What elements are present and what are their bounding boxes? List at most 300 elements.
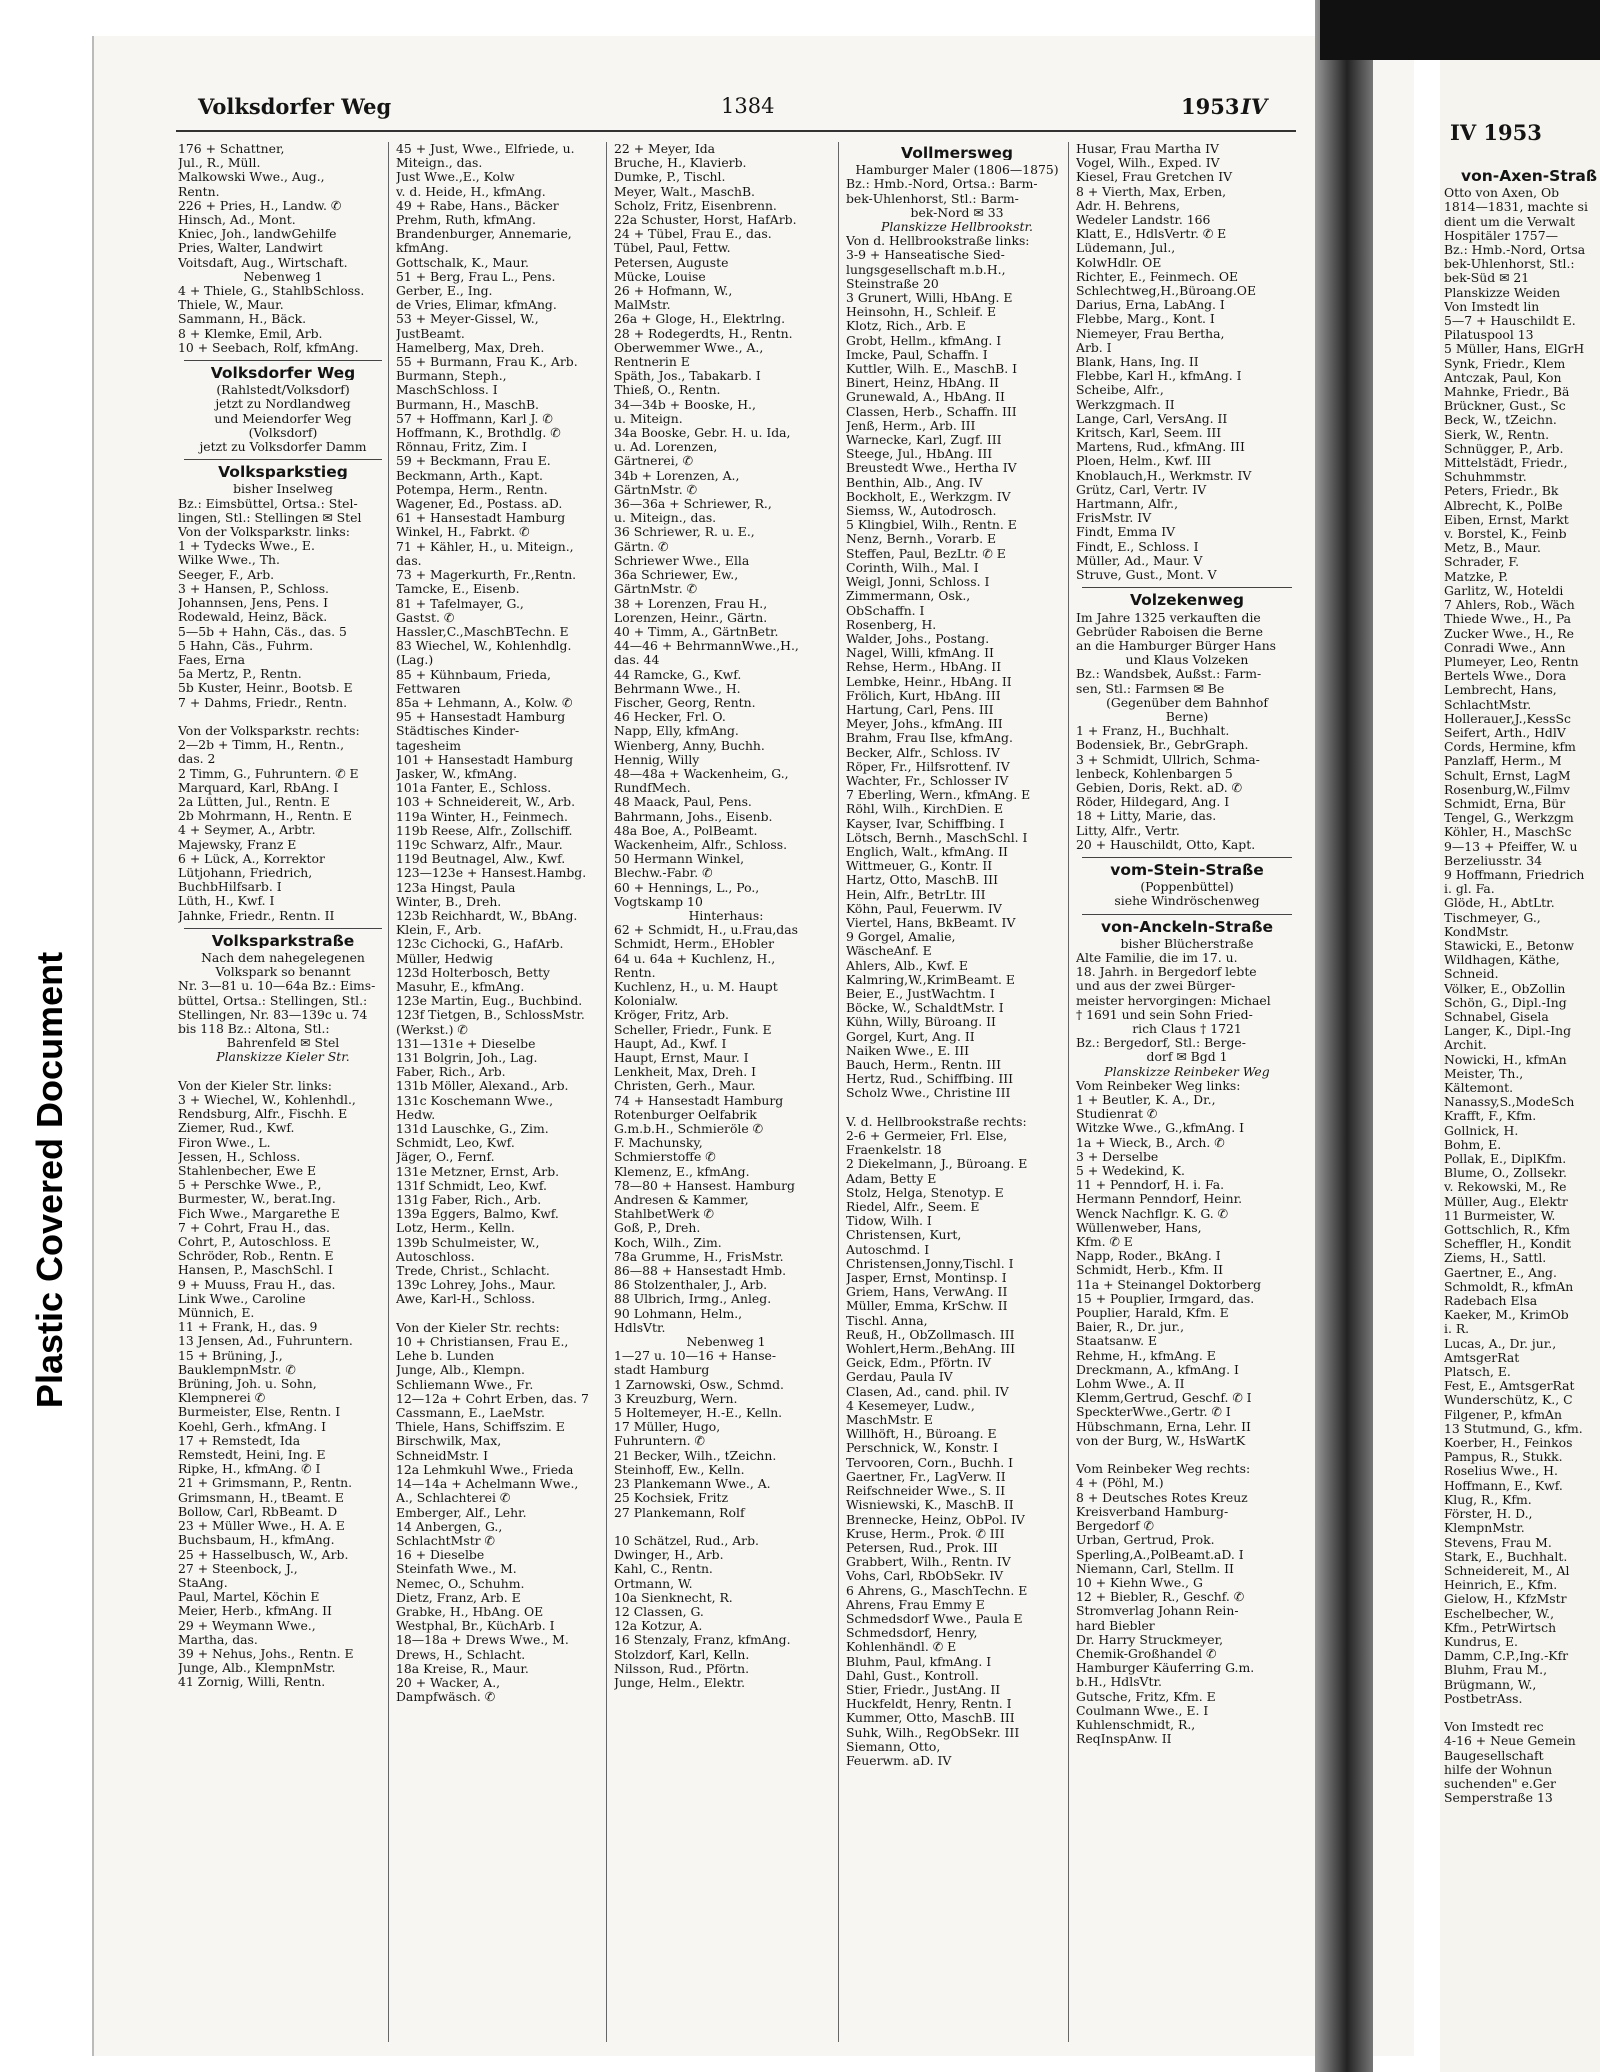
next-page-line: Semperstraße 13: [1444, 1791, 1553, 1806]
directory-line: 11 + Penndorf, H. i. Fa.: [1076, 1178, 1225, 1193]
directory-line: Münnich, E.: [178, 1306, 255, 1321]
directory-line: lungsgesellschaft m.b.H.,: [846, 262, 1006, 277]
directory-line: Burmeister, Else, Rentn. I: [178, 1405, 341, 1420]
directory-line: Voitsdaft, Aug., Wirtschaft.: [178, 255, 348, 270]
directory-line: 7 + Cohrt, Frau H., das.: [178, 1220, 330, 1235]
directory-line: Jahnke, Friedr., Rentn. II: [178, 908, 335, 923]
next-page-heading: von-Axen-Straß: [1460, 169, 1598, 184]
next-page-line: Schult, Ernst, LagM: [1444, 768, 1571, 783]
directory-line: Rehse, Herm., HbAng. II: [846, 660, 1002, 675]
directory-line: MaschSchloss. I: [396, 383, 498, 398]
directory-line: Scholz, Fritz, Eisenbrenn.: [614, 198, 777, 213]
directory-line: 5a Mertz, P., Rentn.: [178, 667, 302, 682]
directory-line: 57 + Hoffmann, Karl J. ✆: [396, 411, 553, 426]
directory-line: Stolz, Helga, Stenotyp. E: [846, 1185, 1004, 1200]
next-page-line: Klug, R., Kfm.: [1444, 1492, 1532, 1507]
directory-line: 9 Gorgel, Amalie,: [846, 930, 956, 945]
directory-line: Koehl, Gerh., kfmAng. I: [178, 1419, 326, 1434]
directory-line: 23 + Müller Wwe., H. A. E: [178, 1519, 345, 1534]
directory-line: u. Miteign.: [614, 411, 683, 426]
directory-line: Gebien, Doris, Rekt. aD. ✆: [1076, 780, 1242, 795]
directory-line: Kruse, Herm., Prok. ✆ III: [846, 1526, 1005, 1541]
directory-line: 48 Maack, Paul, Pens.: [614, 795, 752, 810]
directory-line: F. Machunsky,: [614, 1136, 703, 1151]
directory-line: Lehe b. Lunden: [396, 1349, 495, 1364]
next-page-column: [1444, 165, 1600, 1805]
directory-line: Rentn.: [614, 965, 656, 980]
directory-line: Benthin, Alb., Ang. IV: [846, 475, 983, 490]
next-page-line: Hoffmann, E., Kwf.: [1444, 1478, 1563, 1493]
next-page-line: Blume, O., Zollsekr.: [1444, 1166, 1567, 1181]
directory-line: Jul., R., Müll.: [178, 156, 261, 171]
directory-line: Griem, Hans, VerwAng. II: [846, 1285, 1008, 1300]
directory-line: 18—18a + Drews Wwe., M.: [396, 1633, 569, 1648]
next-page-line: Eschelbecher, W.,: [1444, 1606, 1555, 1621]
directory-line: Findt, Emma IV: [1076, 525, 1176, 540]
directory-line: 10 + Christiansen, Frau E.,: [396, 1335, 569, 1350]
directory-line: ObSchaffn. I: [846, 603, 925, 618]
directory-line: 131e Metzner, Ernst, Arb.: [396, 1164, 560, 1179]
directory-line: Nagel, Willi, kfmAng. II: [846, 646, 994, 661]
directory-line: WäscheAnf. E: [846, 944, 932, 959]
directory-line: Dreckmann, A., kfmAng. I: [1076, 1362, 1239, 1377]
directory-line: Malkowski Wwe., Aug.,: [178, 170, 325, 185]
directory-line: Nenz, Bernh., Vorarb. E: [846, 532, 997, 547]
directory-line: 15 + Pouplier, Irmgard, das.: [1076, 1291, 1255, 1306]
directory-line: Brahm, Frau Ilse, kfmAng.: [846, 731, 1013, 746]
directory-line: 119d Beutnagel, Alw., Kwf.: [396, 852, 566, 867]
directory-line: 5b Kuster, Heinr., Bootsb. E: [178, 681, 353, 696]
directory-line: HdlsVtr.: [614, 1320, 666, 1335]
directory-line: Grabke, H., HbAng. OE: [396, 1604, 544, 1619]
directory-line: 139b Schulmeister, W.,: [396, 1235, 540, 1250]
directory-line: Nebenweg 1: [243, 269, 323, 284]
directory-line: 8 + Vierth, Max, Erben,: [1076, 184, 1227, 199]
directory-line: 50 Hermann Winkel,: [614, 852, 745, 867]
directory-line: Rotenburger Oelfabrik: [614, 1107, 757, 1122]
directory-line: Meyer, Johs., kfmAng. III: [846, 717, 1003, 732]
street-heading: Vollmersweg: [901, 146, 1013, 161]
directory-line: 86 Stolzenthaler, J., Arb.: [614, 1278, 768, 1293]
directory-line: Reuß, H., ObZollmasch. III: [846, 1327, 1015, 1342]
directory-line: Lüdemann, Jul.,: [1076, 241, 1176, 256]
directory-line: 16 Stenzaly, Franz, kfmAng.: [614, 1633, 791, 1648]
directory-line: 45 + Just, Wwe., Elfriede, u.: [396, 142, 575, 156]
directory-line: 85 + Kühnbaum, Frieda,: [396, 667, 551, 682]
next-page-line: Platsch, E.: [1444, 1365, 1511, 1380]
directory-line: 11a + Steinangel Doktorberg: [1076, 1277, 1262, 1292]
directory-line: Ortmann, W.: [614, 1576, 693, 1591]
next-page-line: Bluhm, Frau M.,: [1444, 1663, 1548, 1678]
directory-line: FrisMstr. IV: [1076, 511, 1152, 526]
directory-line: Fettwaren: [396, 681, 461, 696]
directory-line: StaAng.: [178, 1575, 228, 1590]
directory-line: Grimsmann, H., tBeamt. E: [178, 1490, 344, 1505]
directory-line: Schmedsdorf Wwe., Paula E: [846, 1611, 1023, 1626]
directory-line: 46 Hecker, Frl. O.: [614, 710, 726, 725]
directory-line: SchneidMstr. I: [396, 1448, 488, 1463]
directory-line: Brennecke, Heinz, ObPol. IV: [846, 1512, 1025, 1527]
directory-line: Miteign., das.: [396, 156, 483, 171]
next-page-line: Baugesellschaft: [1444, 1748, 1544, 1763]
directory-line: 101a Fanter, E., Schloss.: [396, 781, 552, 796]
next-page-line: Bertels Wwe., Dora: [1444, 669, 1567, 684]
directory-line: Müller, Hedwig: [396, 951, 493, 966]
next-page-line: Schneid.: [1444, 967, 1499, 982]
directory-line: Pouplier, Harald, Kfm. E: [1076, 1306, 1229, 1321]
next-page-line: Brügmann, W.,: [1444, 1677, 1537, 1692]
directory-line: Bluhm, Paul, kfmAng. I: [846, 1654, 992, 1669]
directory-line: Junge, Alb., KlempnMstr.: [178, 1661, 336, 1676]
directory-line: 36 Schriewer, R. u. E.,: [614, 525, 755, 540]
directory-line: Emberger, Alf., Lehr.: [396, 1505, 527, 1520]
directory-line: (Rahlstedt/Volksdorf): [216, 383, 350, 398]
directory-line: Kummer, Otto, MaschB. III: [846, 1711, 1015, 1726]
directory-line: v. d. Heide, H., kfmAng.: [396, 184, 546, 199]
directory-line: Tervooren, Corn., Buchh. I: [846, 1455, 1014, 1470]
directory-line: Ripke, H., kfmAng. ✆ I: [178, 1462, 321, 1477]
directory-line: Remstedt, Heini, Ing. E: [178, 1448, 326, 1463]
directory-line: Findt, E., Schloss. I: [1076, 539, 1199, 554]
directory-line: 18a Kreise, R., Maur.: [396, 1661, 529, 1676]
directory-line: Lütjohann, Friedrich,: [178, 865, 313, 880]
directory-line: Steinhoff, Ew., Kelln.: [614, 1462, 745, 1477]
next-page-line: Scheffler, H., Kondit: [1444, 1237, 1572, 1252]
directory-line: 131b Möller, Alexand., Arb.: [396, 1079, 569, 1094]
directory-line: Wackenheim, Alfr., Schloss.: [614, 837, 788, 852]
directory-line: Bz.: Hmb.-Nord, Ortsa.: Barm-: [846, 177, 1038, 192]
directory-line: Klatt, E., HdlsVertr. ✆ E: [1076, 227, 1227, 242]
directory-line: Röhl, Wilh., KirchDien. E: [846, 802, 1004, 817]
directory-line: 78a Grumme, H., FrisMstr.: [614, 1249, 784, 1264]
directory-line: Kreisverband Hamburg-: [1076, 1504, 1229, 1519]
next-page-line: Plumeyer, Leo, Rentn: [1444, 654, 1579, 669]
next-page-line: Wildhagen, Käthe,: [1444, 953, 1560, 968]
directory-line: Lange, Carl, VersAng. II: [1076, 411, 1228, 426]
directory-line: 3 + Derselbe: [1076, 1149, 1159, 1164]
directory-line: 85a + Lehmann, A., Kolw. ✆: [396, 695, 573, 710]
directory-line: bis 118 Bz.: Altona, Stl.:: [178, 1021, 330, 1036]
directory-line: 4 + Thiele, G., StahlbSchloss.: [178, 284, 365, 299]
directory-line: Pries, Walter, Landwirt: [178, 241, 323, 256]
directory-line: (Werkst.) ✆: [396, 1022, 468, 1037]
directory-line: Meier, Herb., kfmAng. II: [178, 1604, 332, 1619]
directory-line: Stellingen, Nr. 83—139c u. 74: [178, 1007, 368, 1022]
directory-line: 20 + Wacker, A.,: [396, 1675, 501, 1690]
next-page-line: Archit.: [1444, 1038, 1487, 1053]
directory-line: Jäger, O., Fernf.: [396, 1150, 495, 1165]
next-page-line: Lembrecht, Hans,: [1444, 683, 1557, 698]
directory-line: Kfm. ✆ E: [1076, 1235, 1133, 1250]
directory-line: 131d Lauschke, G., Zim.: [396, 1122, 549, 1137]
directory-line: 5 Hahn, Cäs., Fuhrm.: [178, 638, 314, 653]
page-header: [176, 90, 1296, 132]
directory-line: Bauch, Herm., Rentn. III: [846, 1058, 1002, 1072]
directory-line: Jenß, Herm., Arb. III: [846, 418, 976, 433]
directory-line: Werkzgmach. II: [1076, 397, 1175, 412]
directory-line: 81 + Tafelmayer, G.,: [396, 596, 524, 611]
directory-line: 62 + Schmidt, H., u.Frau,das: [614, 923, 798, 938]
next-page-line: Cords, Hermine, kfm: [1444, 740, 1576, 755]
directory-line: KolwHdlr. OE: [1076, 255, 1162, 270]
directory-line: meister hervorgingen: Michael: [1076, 993, 1271, 1008]
directory-line: Schlechtweg,H.,Büroang.OE: [1076, 284, 1257, 299]
directory-line: Hinterhaus:: [688, 908, 764, 923]
directory-line: 26a + Gloge, H., Elektrlng.: [614, 312, 786, 327]
directory-line: Klotz, Rich., Arb. E: [846, 319, 966, 334]
header-volume: IV: [1241, 94, 1268, 119]
directory-line: 36a Schriewer, Ew.,: [614, 568, 739, 583]
directory-line: 2 Timm, G., Fuhruntern. ✆ E: [178, 766, 359, 781]
next-page-line: Brückner, Gust., Sc: [1444, 399, 1566, 414]
directory-line: Brüning, Joh. u. Sohn,: [178, 1377, 317, 1392]
directory-line: 5—5b + Hahn, Cäs., das. 5: [178, 624, 347, 639]
directory-line: (Poppenbüttel): [1140, 880, 1234, 895]
next-page-line: Von Imstedt lin: [1444, 299, 1540, 314]
directory-line: 61 + Hansestadt Hamburg: [396, 511, 566, 526]
directory-line: 20 + Hauschildt, Otto, Kapt.: [1076, 837, 1256, 852]
directory-line: Hennig, Willy: [614, 752, 700, 767]
directory-line: siehe Windröschenweg: [1114, 894, 1260, 909]
next-page-line: Metz, B., Maur.: [1444, 541, 1541, 556]
directory-line: Stolzdorf, Karl, Kelln.: [614, 1647, 750, 1662]
directory-line: Wienberg, Anny, Buchh.: [614, 738, 765, 753]
directory-line: u. Ad. Lorenzen,: [614, 440, 718, 455]
directory-line: 10a Sienknecht, R.: [614, 1590, 733, 1605]
directory-line: Kohlenhändl. ✆ E: [846, 1640, 957, 1655]
directory-line: Scheibe, Alfr.,: [1076, 383, 1164, 398]
directory-line: Prehm, Ruth, kfmAng.: [396, 213, 536, 228]
directory-line: Bodensiek, Br., GebrGraph.: [1076, 738, 1249, 753]
directory-line: Birschwilk, Max,: [396, 1434, 502, 1449]
directory-line: 22 + Meyer, Ida: [614, 142, 716, 156]
directory-line: Thiele, W., Maur.: [178, 298, 284, 313]
directory-line: 9 + Muuss, Frau H., das.: [178, 1277, 336, 1292]
directory-line: 2-6 + Germeier, Frl. Else,: [846, 1129, 1008, 1144]
directory-line: 18. Jahrh. in Bergedorf lebte: [1076, 965, 1257, 980]
directory-line: 22a Schuster, Horst, HafArb.: [614, 213, 797, 228]
directory-line: Nebenweg 1: [686, 1335, 766, 1350]
directory-line: Bz.: Bergedorf, Stl.: Berge-: [1076, 1036, 1246, 1051]
next-page-line: suchenden" e.Ger: [1444, 1776, 1556, 1791]
column-4: [846, 142, 1069, 2042]
directory-line: Huckfeldt, Henry, Rentn. I: [846, 1697, 1012, 1712]
directory-line: Fuhruntern. ✆: [614, 1434, 705, 1449]
directory-line: 8 + Klemke, Emil, Arb.: [178, 326, 323, 341]
directory-line: Breustedt Wwe., Hertha IV: [846, 461, 1017, 476]
directory-line: 5 + Wedekind, K.: [1076, 1164, 1185, 1179]
directory-line: 3 + Wiechel, W., Kohlenhdl.,: [178, 1093, 356, 1107]
next-page-line: Hospitäler 1757—: [1444, 228, 1558, 243]
directory-line: Steege, Jul., HbAng. III: [846, 447, 993, 462]
directory-line: Hedw.: [396, 1107, 436, 1122]
directory-line: Kritsch, Karl, Seem. III: [1076, 426, 1222, 441]
directory-line: Kniec, Joh., landwGehilfe: [178, 227, 337, 242]
next-page-line: Synk, Friedr., Klem: [1444, 356, 1566, 371]
next-page-line: Krafft, F., Kfm.: [1444, 1109, 1537, 1124]
directory-line: Awe, Karl-H., Schloss.: [396, 1292, 536, 1307]
directory-line: Feuerwm. aD. IV: [846, 1753, 952, 1768]
directory-line: 123b Reichhardt, W., BbAng.: [396, 908, 578, 923]
next-page-line: Otto von Axen, Ob: [1444, 186, 1560, 201]
directory-line: 176 + Schattner,: [178, 142, 285, 156]
next-page-line: 9 Hoffmann, Friedrich: [1444, 867, 1585, 882]
directory-line: 83 Wiechel, W., Kohlenhdlg.: [396, 639, 572, 654]
directory-line: Kuhlenschmidt, R.,: [1076, 1717, 1196, 1732]
directory-line: Berne): [1165, 709, 1209, 724]
directory-line: Müller, Emma, KrSchw. II: [846, 1299, 1008, 1314]
directory-line: Studienrat ✆: [1076, 1107, 1158, 1122]
next-page-line: v. Rekowski, M., Re: [1444, 1180, 1567, 1195]
directory-line: [846, 1101, 1068, 1115]
directory-line: hard Biebler: [1076, 1618, 1155, 1633]
directory-line: bek-Nord ✉ 33: [910, 205, 1004, 220]
directory-line: [1076, 1448, 1298, 1462]
directory-line: 64 u. 64a + Kuchlenz, H.,: [614, 951, 776, 966]
directory-line: b.H., HdlsVtr.: [1076, 1675, 1162, 1690]
next-page-line: Völker, E., ObZollin: [1444, 981, 1566, 996]
directory-line: 40 + Timm, A., GärtnBetr.: [614, 624, 779, 639]
directory-line: Ahrens, Frau Emmy E: [846, 1597, 985, 1612]
next-page-line: Gielow, H., KfzMstr: [1444, 1592, 1567, 1607]
directory-line: Nach dem nahegelegenen: [201, 950, 365, 965]
next-page-line: Köhler, H., MaschSc: [1444, 825, 1572, 840]
directory-line: Napp, Roder., BkAng. I: [1076, 1249, 1221, 1264]
directory-line: Siemann, Otto,: [846, 1739, 941, 1754]
directory-line: Scheller, Friedr., Funk. E: [614, 1022, 772, 1037]
directory-line: Stahlenbecher, Ewe E: [178, 1164, 317, 1179]
directory-line: [178, 1065, 388, 1079]
directory-line: Perschnick, W., Konstr. I: [846, 1441, 998, 1456]
next-page-line: Rosenburg,W.,Filmv: [1444, 782, 1570, 797]
directory-line: 26 + Hofmann, W.,: [614, 284, 733, 299]
directory-line: Potempa, Herm., Rentn.: [396, 482, 548, 497]
directory-line: 6 + Lück, A., Korrektor: [178, 851, 325, 866]
directory-line: Mücke, Louise: [614, 269, 706, 284]
directory-line: Witzke Wwe., G.,kfmAng. I: [1076, 1121, 1245, 1136]
directory-line: Planskizze Hellbrookstr.: [880, 220, 1033, 235]
directory-line: jetzt zu Volksdorfer Damm: [199, 440, 367, 455]
directory-line: 21 + Grimsmann, P., Rentn.: [178, 1476, 353, 1491]
directory-line: Kuttler, Wilh. E., MaschB. I: [846, 362, 1018, 377]
directory-line: 226 + Pries, H., Landw. ✆: [178, 198, 342, 213]
directory-line: kfmAng.: [396, 241, 449, 256]
directory-line: Vogel, Wilh., Exped. IV: [1076, 156, 1220, 171]
directory-line: SpeckterWwe.,Gertr. ✆ I: [1076, 1405, 1231, 1420]
directory-line: Schmedsdorf, Henry,: [846, 1626, 978, 1641]
next-page-line: Schnügger, P., Arb.: [1444, 441, 1564, 456]
next-page-line: Damm, C.P.,Ing.-Kfr: [1444, 1649, 1569, 1664]
next-page-line: Pampus, R., Stukk.: [1444, 1450, 1563, 1465]
directory-line: Bergedorf ✆: [1076, 1519, 1154, 1534]
directory-line: Gorgel, Kurt, Ang. II: [846, 1029, 975, 1044]
next-page-line: Peters, Friedr., Bk: [1444, 484, 1559, 499]
directory-line: Hermann Penndorf, Heinr.: [1076, 1192, 1243, 1207]
directory-line: † 1691 und sein Sohn Fried-: [1076, 1007, 1253, 1022]
next-page-line: Schnabel, Gisela: [1444, 1009, 1549, 1024]
directory-line: 90 Lohmann, Helm.,: [614, 1306, 743, 1321]
directory-line: [396, 1307, 606, 1321]
directory-line: Lorenzen, Heinr., Gärtn.: [614, 610, 768, 625]
directory-line: 53 + Meyer-Gissel, W.,: [396, 312, 539, 327]
directory-line: 3 Grunert, Willi, HbAng. E: [846, 291, 1013, 306]
directory-line: 78—80 + Hansest. Hamburg: [614, 1178, 795, 1193]
directory-line: Steffen, Paul, BezLtr. ✆ E: [846, 546, 1006, 561]
directory-line: Grobt, Hellm., kfmAng. I: [846, 333, 1002, 348]
directory-line: Siemss, W., Autodrosch.: [846, 504, 997, 519]
directory-line: von der Burg, W., HsWartK: [1076, 1433, 1246, 1448]
directory-line: Faes, Erna: [178, 652, 246, 667]
directory-line: Lohm Wwe., A. II: [1076, 1377, 1185, 1392]
directory-line: 29 + Weymann Wwe.,: [178, 1618, 316, 1633]
directory-line: Classen, Herb., Schaffn. III: [846, 404, 1017, 419]
directory-line: Rentnerin E: [614, 355, 690, 370]
directory-line: Beier, E., JustWachtm. I: [846, 986, 995, 1001]
directory-line: 11 + Frank, H., das. 9: [178, 1320, 318, 1335]
directory-line: 23 Plankemann Wwe., A.: [614, 1477, 771, 1492]
section-rule: [1082, 587, 1292, 588]
directory-line: Seeger, F., Arb.: [178, 567, 275, 582]
directory-line: Dwinger, H., Arb.: [614, 1548, 724, 1563]
directory-line: BuchbHilfsarb. I: [178, 880, 282, 895]
next-page-line: Stark, E., Buchhalt.: [1444, 1549, 1568, 1564]
next-page-line: 13 Stutmund, G., kfm.: [1444, 1421, 1583, 1436]
directory-line: 12a Kotzur, A.: [614, 1619, 703, 1634]
next-page-line: Radebach Elsa: [1444, 1294, 1538, 1309]
directory-line: büttel, Ortsa.: Stellingen, Stl.:: [178, 993, 368, 1008]
directory-line: Dahl, Gust., Kontroll.: [846, 1668, 979, 1683]
next-page-line: AmtsgerRat: [1444, 1350, 1520, 1365]
directory-line: Lötsch, Bernh., MaschSchl. I: [846, 830, 1028, 845]
directory-line: Stier, Friedr., JustAng. II: [846, 1682, 1001, 1697]
directory-line: 131c Koschemann Wwe.,: [396, 1093, 554, 1108]
next-page-line: Kfm., PetrWirtsch: [1444, 1620, 1557, 1635]
directory-line: Von der Volksparkstr. links:: [178, 525, 350, 540]
directory-line: 48a Boe, A., PolBeamt.: [614, 823, 758, 838]
directory-line: Junge, Helm., Elektr.: [614, 1675, 746, 1690]
directory-line: Chemik-Großhandel ✆: [1076, 1646, 1217, 1661]
directory-line: A., Schlachterei ✆: [396, 1491, 511, 1506]
directory-line: Planskizze Reinbeker Weg: [1104, 1064, 1270, 1079]
directory-line: MaschMstr. E: [846, 1413, 933, 1428]
next-page-line: Heinrich, E., Kfm.: [1444, 1578, 1558, 1593]
directory-line: Wittmeuer, G., Kontr. II: [846, 859, 993, 874]
directory-line: JustBeamt.: [396, 326, 465, 341]
next-page-line: Von Imstedt rec: [1444, 1720, 1544, 1735]
directory-line: 131g Faber, Rich., Arb.: [396, 1193, 542, 1208]
next-page-line: Gaertner, E., Ang.: [1444, 1265, 1557, 1280]
directory-line: Böcke, W., SchaldtMstr. I: [846, 1001, 1004, 1016]
directory-line: Behrmann Wwe., H.: [614, 681, 741, 696]
street-heading: Volksparkstraße: [211, 933, 355, 948]
directory-line: 17 Müller, Hugo,: [614, 1420, 721, 1435]
directory-line: Suhk, Wilh., RegObSekr. III: [846, 1725, 1020, 1740]
next-page-line: Bz.: Hmb.-Nord, Ortsa: [1444, 243, 1586, 258]
directory-line: Schmidt, Herb., Kfm. II: [1076, 1263, 1223, 1278]
directory-line: Tamcke, E., Eisenb.: [396, 582, 520, 597]
next-page-line: Antczak, Paul, Kon: [1444, 370, 1562, 385]
directory-line: Marquard, Karl, RbAng. I: [178, 780, 339, 795]
directory-line: 51 + Berg, Frau L., Pens.: [396, 269, 556, 284]
next-page-line: Gottschlich, R., Kfm: [1444, 1223, 1571, 1238]
directory-line: 2a Lütten, Jul., Rentn. E: [178, 794, 330, 809]
directory-line: Imcke, Paul, Schaffn. I: [846, 347, 988, 362]
directory-line: Cassmann, E., LaeMstr.: [396, 1406, 545, 1421]
directory-line: an die Hamburger Bürger Hans: [1076, 638, 1277, 653]
directory-line: Grabbert, Wilh., Rentn. IV: [846, 1555, 1011, 1570]
directory-line: Steinfath Wwe., M.: [396, 1562, 517, 1577]
column-3: [614, 142, 839, 2042]
